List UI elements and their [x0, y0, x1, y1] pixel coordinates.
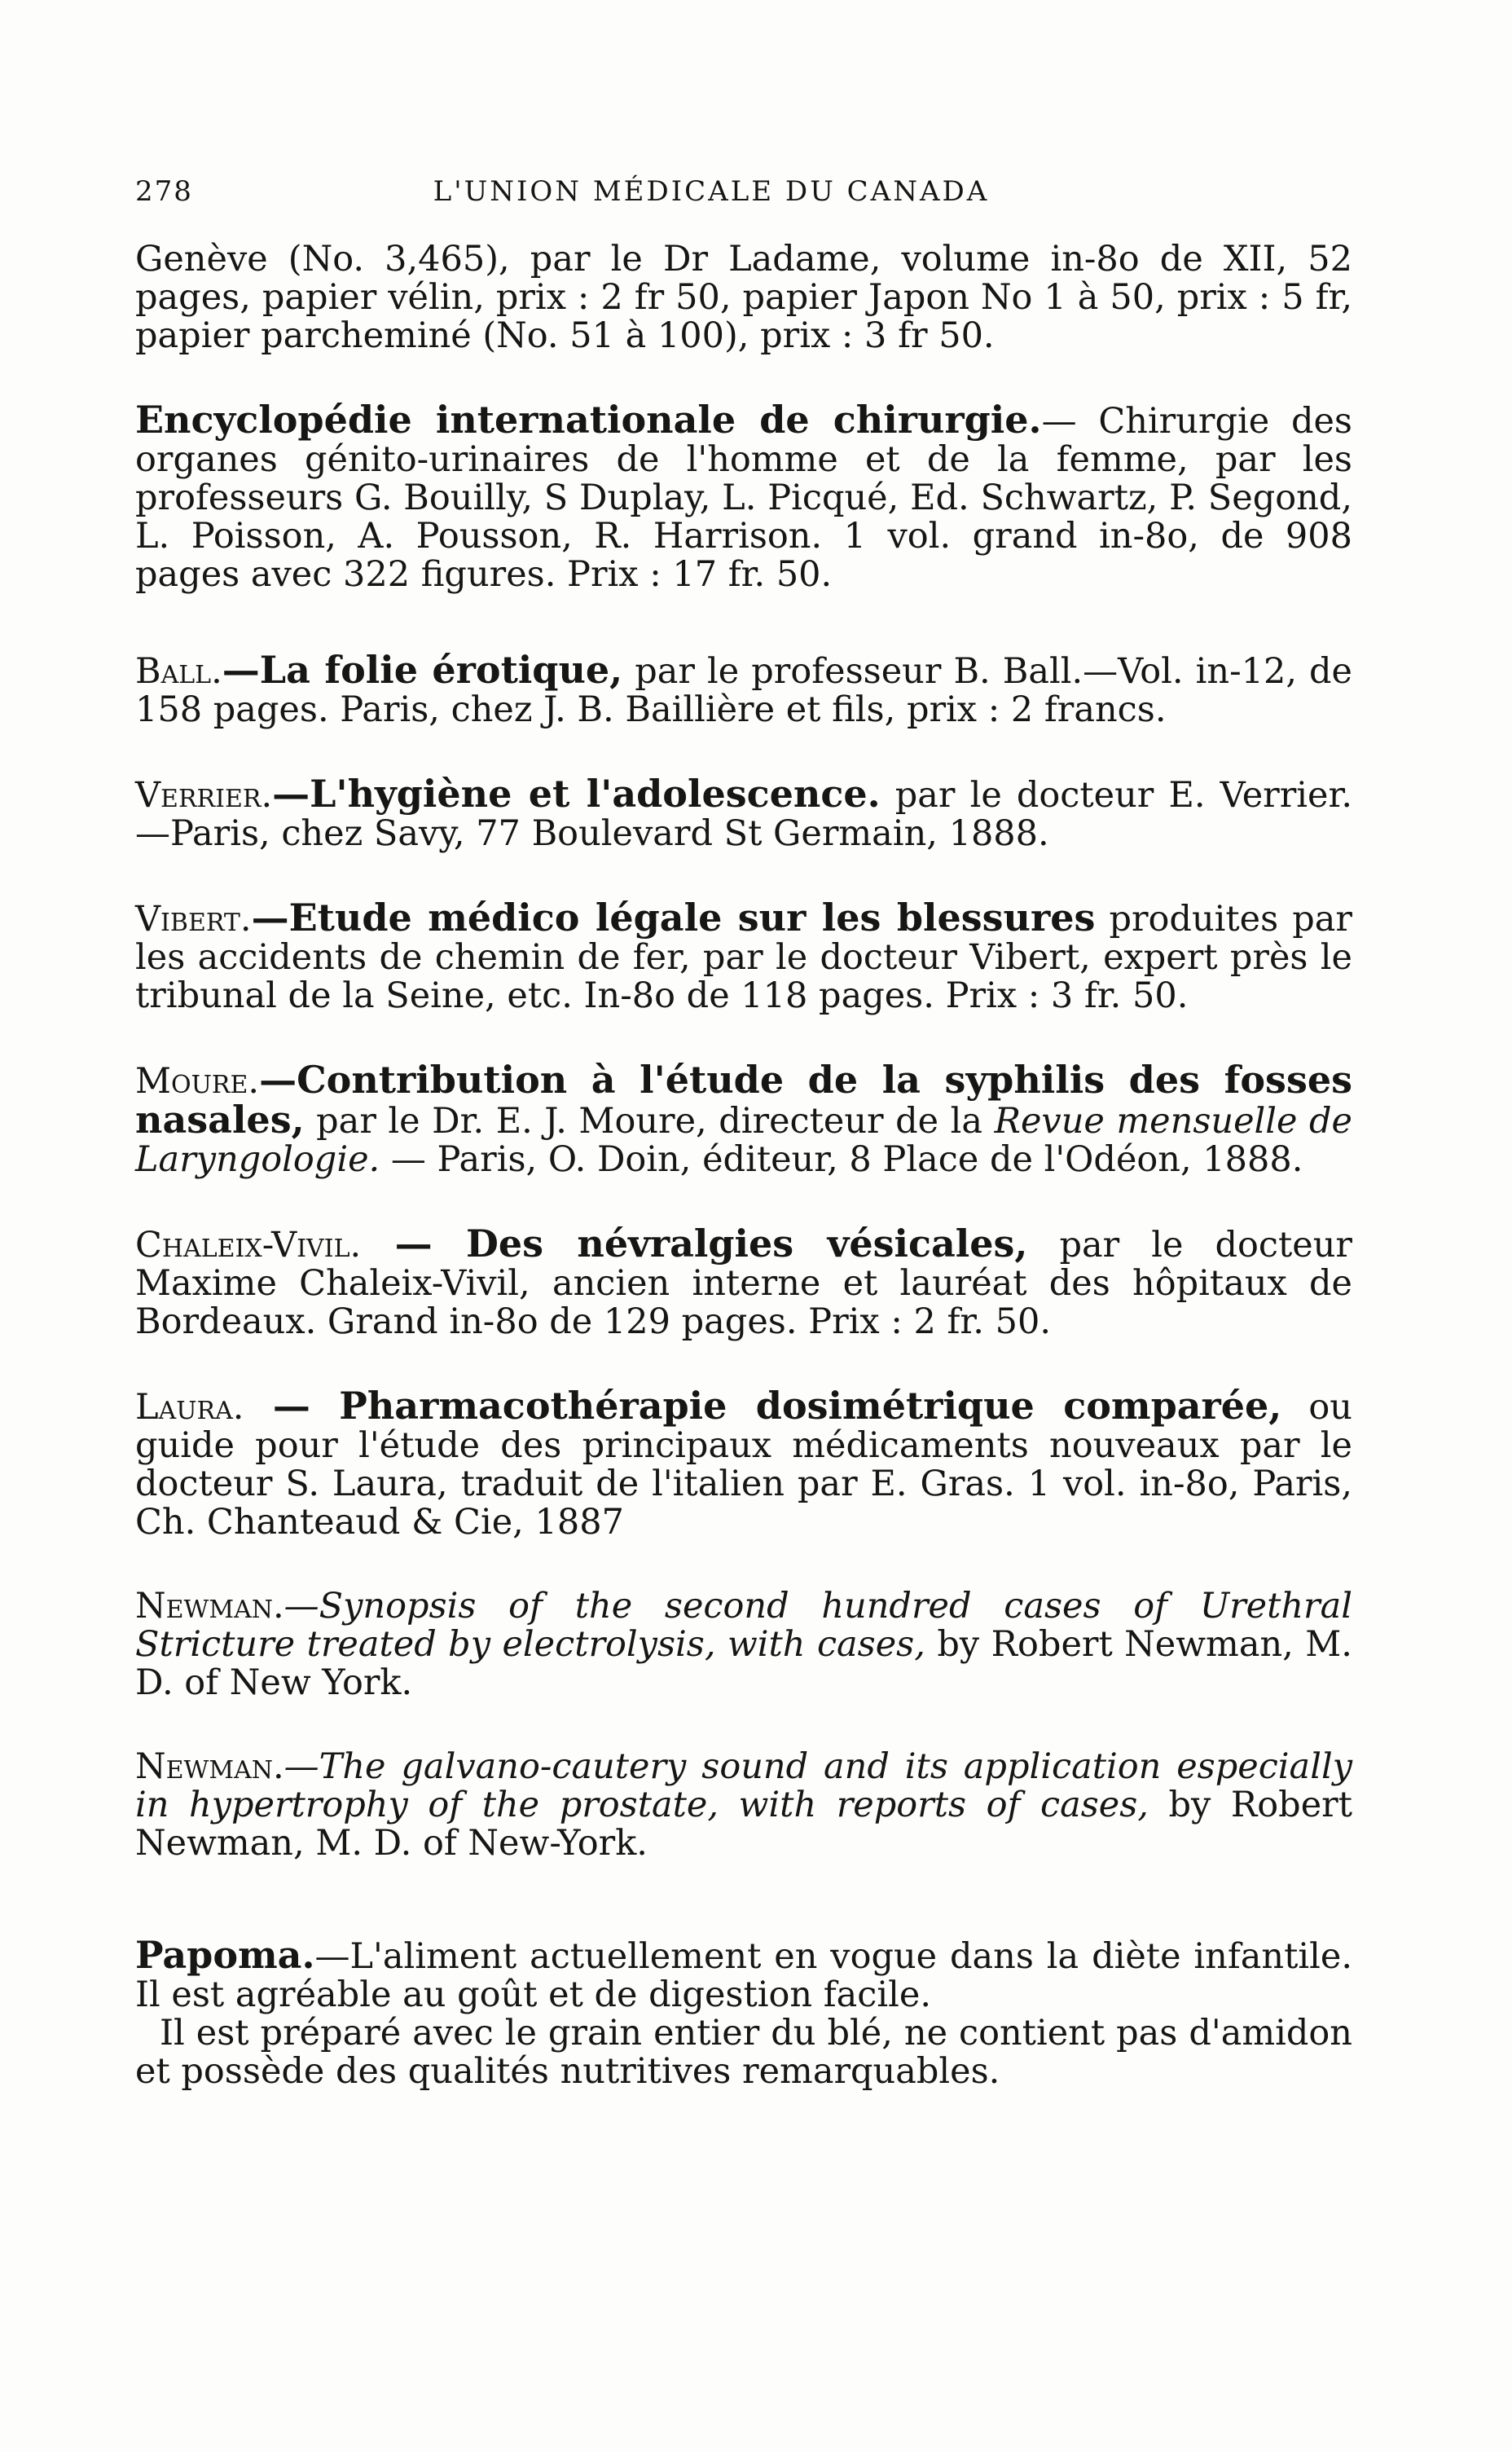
entry-title: —Etude médico légale sur les blessures: [251, 896, 1096, 940]
entry-verrier: Verrier.—L'hygiène et l'adolescence. par le docteur E. Verrier.—Paris, chez Savy, 77 Boulevard St Germain, 1888.: [135, 772, 1352, 854]
entry-paragraph: Il est préparé avec le grain entier du blé, ne contient pas d'amidon et possède des qualités nutritives remarquables.: [135, 2013, 1352, 2092]
entry-title: — Pharmacothérapie dosimétrique comparée,: [244, 1384, 1282, 1428]
entry-author: Moure.: [135, 1061, 260, 1102]
journal-title: Revue mensuelle de Laryngologie.: [135, 1101, 1352, 1180]
entry-author: Chaleix-Vivil.: [135, 1225, 362, 1266]
entry-newman-1: Newman.—Synopsis of the second hundred cases of Urethral Stricture treated by electrolysis, with cases, by Robert Newman, M. D. of New York.: [135, 1586, 1352, 1703]
entry-chaleix-vivil: Chaleix-Vivil. — Des névralgies vésicales, par le docteur Maxime Chaleix-Vivil, ancien interne et lauréat des hôpitaux de Bordeaux. Grand in-8o de 129 pages. Prix : 2 fr. 50.: [135, 1222, 1352, 1342]
entry-title: —L'hygiène et l'adolescence.: [272, 772, 881, 816]
entry-papoma: Papoma.—L'aliment actuellement en vogue dans la diète infantile. Il est agréable au goût et de digestion facile. Il est préparé avec le grain entier du blé, ne contient pas d'amidon et possède des qualités nutritives remarquables.: [135, 1933, 1352, 2092]
entry-moure: Moure.—Contribution à l'étude de la syphilis des fosses nasales, par le Dr. E. J. Moure, directeur de la Revue mensuelle de Laryngologie. — Paris, O. Doin, éditeur, 8 Place de l'Odéon, 1888.: [135, 1058, 1352, 1180]
entry-geneve: Genève (No. 3,465), par le Dr Ladame, volume in-8o de XII, 52 pages, papier vélin, prix : 2 fr 50, papier Japon No 1 à 50, prix : 5 fr, papier parcheminé (No. 51 à 100), prix : 3 fr 50.: [135, 239, 1352, 356]
entry-author: Vibert.: [135, 899, 252, 940]
entry-title: Papoma.: [135, 1933, 315, 1977]
running-title: L'UNION MÉDICALE DU CANADA: [433, 175, 990, 208]
entry-author: Laura.: [135, 1387, 244, 1428]
page-number: 278: [135, 175, 193, 208]
entry-title: —The galvano-cautery sound and its application especially in hypertrophy of the prostate, with reports of cases,: [135, 1746, 1352, 1825]
page-header: [135, 175, 1377, 208]
entry-vibert: Vibert.—Etude médico légale sur les blessures produites par les accidents de chemin de fer, par le docteur Vibert, expert près le tribunal de la Seine, etc. In-8o de 118 pages. Prix : 3 fr. 50.: [135, 896, 1352, 1016]
entry-author: Newman.: [135, 1586, 284, 1627]
entry-title: —La folie érotique,: [222, 648, 623, 692]
entry-title: —Contribution à l'étude de la syphilis des fosses nasales,: [135, 1058, 1352, 1142]
entry-author: Newman.: [135, 1746, 284, 1787]
entry-author: Ball.: [135, 651, 222, 692]
entry-author: Verrier.: [135, 775, 273, 816]
entry-title: Encyclopédie internationale de chirurgie.: [135, 398, 1042, 442]
entry-newman-2: Newman.—The galvano-cautery sound and its application especially in hypertrophy of the prostate, with reports of cases, by Robert Newman, M. D. of New-York.: [135, 1746, 1352, 1864]
entry-laura: Laura. — Pharmacothérapie dosimétrique comparée, ou guide pour l'étude des principaux médicaments nouveaux par le docteur S. Laura, traduit de l'italien par E. Gras. 1 vol. in-8o, Paris, Ch. Chanteaud & Cie, 1887: [135, 1384, 1352, 1543]
entry-encyclopedie: Encyclopédie internationale de chirurgie.— Chirurgie des organes génito-urinaires de l'homme et de la femme, par les professeurs G. Bouilly, S Duplay, L. Picqué, Ed. Schwartz, P. Segond, L. Poisson, A. Pousson, R. Harrison. 1 vol. grand in-8o, de 908 pages avec 322 figures. Prix : 17 fr. 50.: [135, 398, 1352, 595]
entry-title: — Des névralgies vésicales,: [361, 1222, 1028, 1266]
entry-title: —Synopsis of the second hundred cases of Urethral Stricture treated by electrolysis, with cases,: [135, 1586, 1352, 1665]
entry-ball: Ball.—La folie érotique, par le professeur B. Ball.—Vol. in-12, de 158 pages. Paris, chez J. B. Baillière et fils, prix : 2 francs.: [135, 648, 1352, 730]
